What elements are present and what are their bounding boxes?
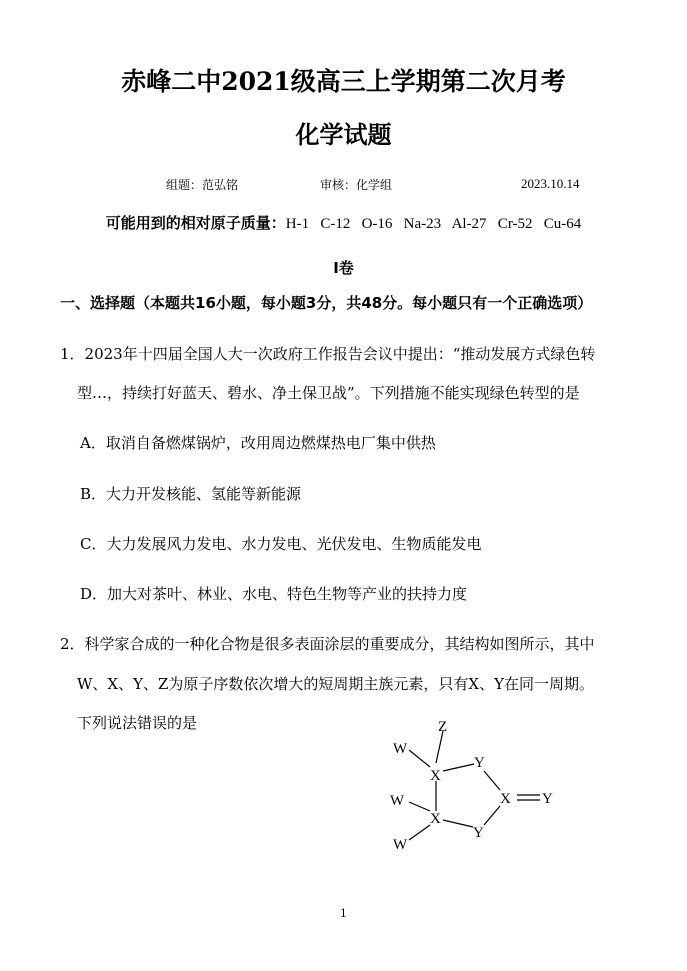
atom-w-top: W <box>393 741 408 757</box>
reviewer-credit: 审核：化学组 <box>320 178 393 192</box>
atom-w-bottom: W <box>393 837 408 853</box>
page-subtitle: 化学试题 <box>295 120 392 149</box>
page-title: 赤峰二中2021级高三上学期第二次月考 <box>121 67 566 96</box>
question-2-line-1: 2．科学家合成的一种化合物是很多表面涂层的重要成分，其结构如图所示，其中 <box>60 635 595 653</box>
structure-bonds <box>409 731 540 840</box>
atom-x-upper: X <box>430 768 441 784</box>
atom-x-lower: X <box>430 811 441 827</box>
structure-diagram <box>380 715 580 860</box>
atomic-mass-values: H-1 C-12 O-16 Na-23 Al-27 Cr-52 Cu-64 <box>285 216 582 232</box>
atom-y-bottom: Y <box>473 825 484 841</box>
atom-w-middle: W <box>390 793 405 809</box>
volume-heading: Ⅰ卷 <box>333 259 354 277</box>
atom-z: Z <box>438 719 448 735</box>
bond-w3-x <box>409 825 430 840</box>
question-1-line-2: 型…，持续打好蓝天、碧水、净土保卫战”。下列措施不能实现绿色转型的是 <box>77 384 580 402</box>
question-1-option-a: A．取消自备燃煤锅炉，改用周边燃煤热电厂集中供热 <box>80 434 436 452</box>
bond-z-x <box>436 731 443 763</box>
question-1-option-d: D．加大对茶叶、林业、水电、特色生物等产业的扶持力度 <box>80 585 468 603</box>
question-1-option-c: C．大力发展风力发电、水力发电、光伏发电、生物质能发电 <box>80 535 482 553</box>
bond-w1-x <box>409 750 430 767</box>
atomic-mass-label: 可能用到的相对原子质量： <box>105 214 286 232</box>
question-1-option-b: B．大力开发核能、氢能等新能源 <box>80 485 302 503</box>
exam-date: 2023.10.14 <box>521 176 580 191</box>
section-heading: 一、选择题（本题共16小题，每小题3分，共48分。每小题只有一个正确选项） <box>60 294 593 312</box>
question-1-line-1: 1．2023年十四届全国人大一次政府工作报告会议中提出：“推动发展方式绿色转 <box>60 345 596 363</box>
atom-y-right: Y <box>542 791 553 807</box>
bond-y-x-bottom <box>484 806 500 825</box>
author-credit: 组题：范弘铭 <box>166 178 239 192</box>
bond-x-y-bottom <box>443 820 473 827</box>
question-2-line-2: W、X、Y、Z为原子序数依次增大的短周期主族元素，只有X、Y在同一周期。 <box>77 675 595 693</box>
atom-x-right: X <box>500 791 511 807</box>
page-number: 1 <box>340 907 347 920</box>
atomic-mass-line <box>0 212 687 233</box>
bond-x-y-top <box>443 764 474 771</box>
atom-y-top: Y <box>474 755 485 771</box>
question-2-line-3: 下列说法错误的是 <box>77 714 198 732</box>
bond-w2-x <box>409 802 430 811</box>
bond-y-x-top <box>484 771 500 790</box>
